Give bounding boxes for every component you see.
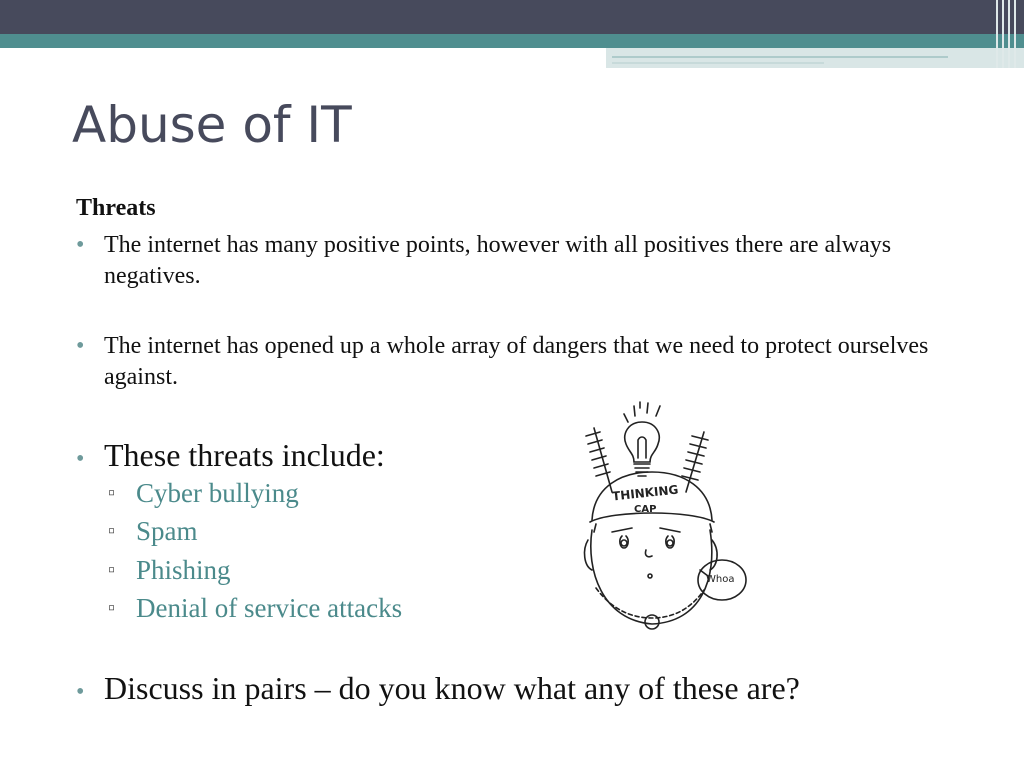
threat-label: Cyber bullying xyxy=(136,478,299,508)
header-teal-band xyxy=(0,34,1024,48)
threat-label: Spam xyxy=(136,516,198,546)
square-bullet-icon: ▫ xyxy=(108,597,116,619)
header-rule xyxy=(612,62,824,64)
bullet-text: The internet has many positive points, however with all positives there are always negatives. xyxy=(104,232,892,289)
header-stripes xyxy=(994,0,1024,68)
bullet-dot: • xyxy=(76,679,85,705)
square-bullet-icon: ▫ xyxy=(108,520,116,542)
thinking-cap-illustration xyxy=(572,400,748,634)
square-bullet-icon: ▫ xyxy=(108,482,116,504)
closing-question: Discuss in pairs – do you know what any of these are? xyxy=(104,670,800,706)
header-rule xyxy=(612,56,948,58)
speech-bubble-text: Whoa xyxy=(706,574,735,585)
header-dark-band xyxy=(0,0,1024,34)
header-light-band xyxy=(606,48,1024,68)
bullet-text: These threats include: xyxy=(104,437,385,473)
bullet-dot: • xyxy=(76,232,85,258)
section-heading: Threats xyxy=(76,195,156,221)
bullet-dot: • xyxy=(76,333,85,359)
thinking-cap-icon xyxy=(572,400,748,634)
bullet-dot: • xyxy=(76,446,85,472)
bullet-text: The internet has opened up a whole array of dangers that we need to protect ourselves against. xyxy=(104,333,929,390)
square-bullet-icon: ▫ xyxy=(108,559,116,581)
cap-label: THINKING xyxy=(611,482,679,504)
threat-label: Phishing xyxy=(136,555,231,585)
slide-title: Abuse of IT xyxy=(72,96,352,154)
threat-label: Denial of service attacks xyxy=(136,593,403,623)
cap-label: CAP xyxy=(634,504,657,515)
